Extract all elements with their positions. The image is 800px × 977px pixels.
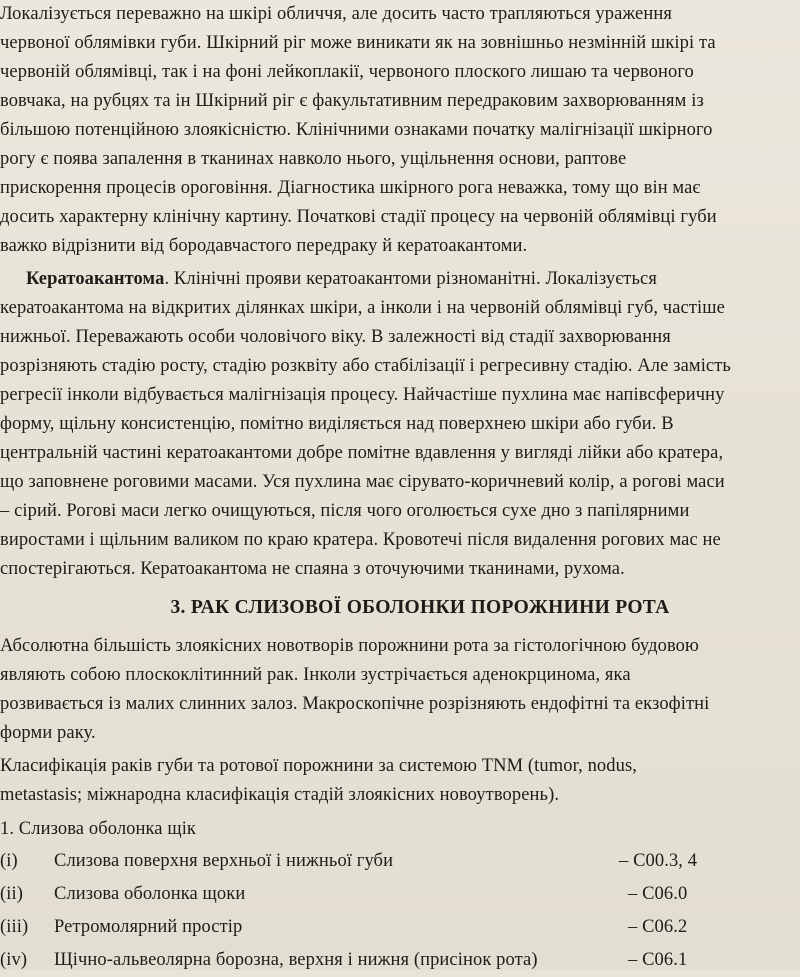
text-line: прискорення процесів ороговіння. Діагностика шкірного рога неважка, тому що він має xyxy=(0,178,701,198)
list-item xyxy=(0,845,800,878)
section-heading: 3. РАК СЛИЗОВОЇ ОБОЛОНКИ ПОРОЖНИНИ РОТА xyxy=(170,597,670,618)
text-run: . Клінічні прояви кератоакантоми різноманітні. Локалізується xyxy=(164,269,657,289)
text-line: форми раку. xyxy=(0,723,96,743)
paragraph-skin-horn xyxy=(0,0,800,261)
text-line: вовчака, на рубцях та ін Шкірний ріг є факультативним передраковим захворюванням із xyxy=(0,91,704,111)
text-line: більшою потенційною злоякісністю. Клінічними ознаками початку малігнізації шкірного xyxy=(0,120,713,140)
list-item-label: Слизова оболонка щоки xyxy=(54,884,246,904)
list-item xyxy=(0,944,800,977)
classification-list xyxy=(0,814,800,977)
list-item xyxy=(0,878,800,911)
text-line: центральній частині кератоакантоми добре помітне вдавлення у вигляді лійки або кратера, xyxy=(0,443,724,463)
list-item-number: (iii) xyxy=(0,917,29,937)
list-item-label: Щічно-альвеолярна борозна, верхня і нижня (присінок рота) xyxy=(54,950,538,970)
text-line: спостерігаються. Кератоакантома не спаяна з оточуючими тканинами, рухома. xyxy=(0,559,625,579)
list-item-number: (iv) xyxy=(0,950,28,970)
paragraph-keratoacanthoma xyxy=(0,265,800,584)
text-line: Класифікація раків губи та ротової порожнини за системою TNM (tumor, nodus, xyxy=(0,756,637,776)
list-item xyxy=(0,911,800,944)
text-line: форму, щільну консистенцію, помітно виділяється над поверхнею шкіри або губи. В xyxy=(0,414,674,434)
text-line: регресії інколи відбувається малігнізація процесу. Найчастіше пухлина має напівсферичну xyxy=(0,385,725,405)
text-line: metastasis; міжнародна класифікація стадій злоякісних новоутворень). xyxy=(0,785,560,805)
text-line: розрізняють стадію росту, стадію розквіту або стабілізації і регресивну стадію. Але замість xyxy=(0,356,731,376)
text-line: червоної облямівки губи. Шкірний ріг може виникати як на зовнішньо незмінній шкірі та xyxy=(0,33,716,53)
list-item-code: – C00.3, 4 xyxy=(619,851,698,871)
text-line: рогу є поява запалення в тканинах навколо нього, ущільнення основи, раптове xyxy=(0,149,627,169)
list-title: 1. Слизова оболонка щік xyxy=(0,819,197,839)
text-line: Абсолютна більшість злоякісних новотворів порожнини рота за гістологічною будовою xyxy=(0,636,699,656)
text-line: важко відрізнити від бородавчастого передраку й кератоакантоми. xyxy=(0,236,528,256)
list-item-number: (ii) xyxy=(0,884,24,904)
list-item-code: – C06.1 xyxy=(628,950,688,970)
text-line: досить характерну клінічну картину. Початкові стадії процесу на червоній облямівці губи xyxy=(0,207,717,227)
paragraph-oral-cancer xyxy=(0,632,800,748)
list-item-label: Слизова поверхня верхньої і нижньої губи xyxy=(54,851,394,871)
list-item-code: – C06.0 xyxy=(628,884,688,904)
term-keratoacanthoma: Кератоакантома xyxy=(26,269,165,289)
list-item-code: – C06.2 xyxy=(628,917,688,937)
paragraph-tnm-classification xyxy=(0,752,800,810)
text-line: нижньої. Переважають особи чоловічого віку. В залежності від стадії захворювання xyxy=(0,327,671,347)
text-line: – сірий. Рогові маси легко очищуються, після чого оголюється сухе дно з папілярними xyxy=(0,501,690,521)
text-line: червоній облямівці, так і на фоні лейкоплакії, червоного плоского лишаю та червоного xyxy=(0,62,694,82)
list-item-number: (i) xyxy=(0,851,18,871)
text-line: що заповнене роговими масами. Уся пухлина має сірувато-коричневий колір, а рогові маси xyxy=(0,472,725,492)
text-line: виростами і щільним валиком по краю кратера. Кровотечі після видалення рогових мас не xyxy=(0,530,721,550)
text-line: Локалізується переважно на шкірі обличчя, але досить часто трапляються ураження xyxy=(0,4,672,24)
list-item-label: Ретромолярний простір xyxy=(54,917,243,937)
text-line xyxy=(0,265,800,294)
text-line: являють собою плоскоклітинний рак. Інколи зустрічається аденокрцинома, яка xyxy=(0,665,631,685)
text-line: кератоакантома на відкритих ділянках шкіри, а інколи і на червоній облямівці губ, частіше xyxy=(0,298,725,318)
text-line: розвивається із малих слинних залоз. Макроскопічне розрізняють ендофітні та екзофітні xyxy=(0,694,710,714)
